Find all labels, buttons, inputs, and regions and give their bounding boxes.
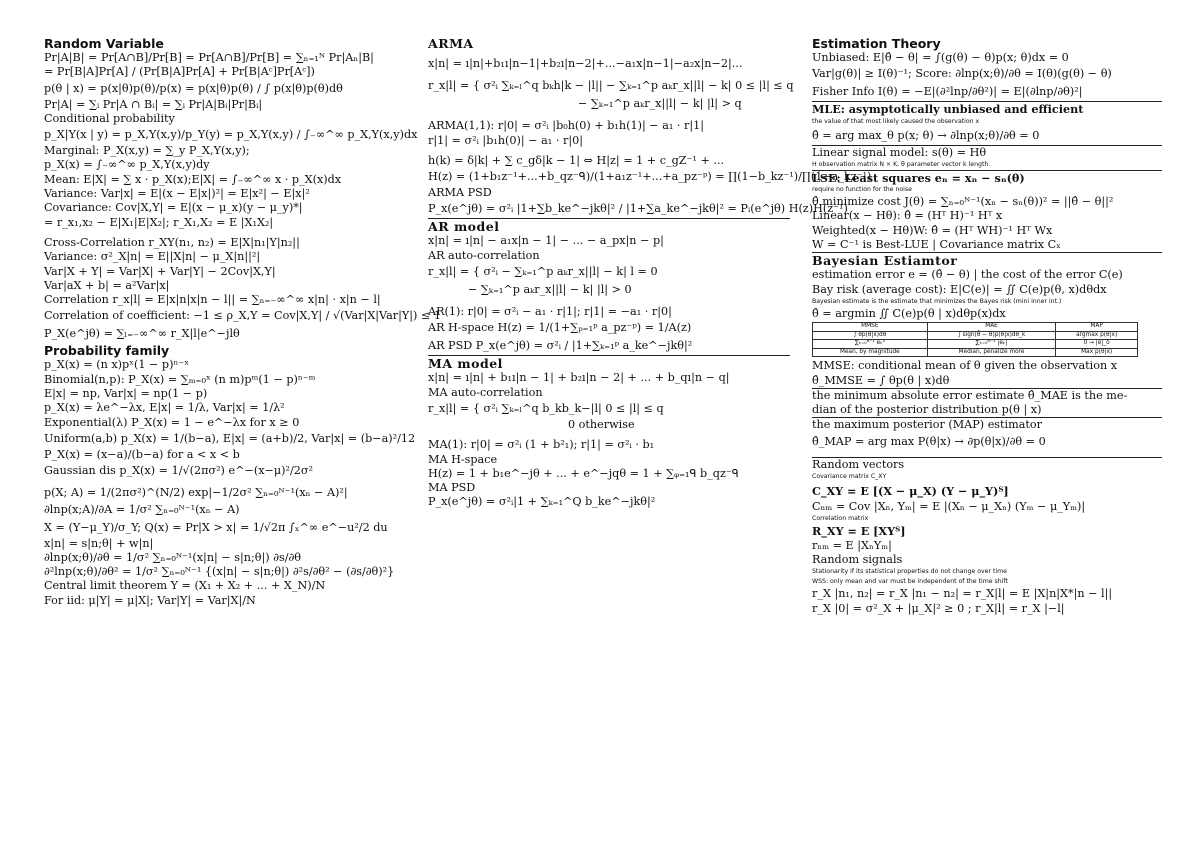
formula-arma11-r0: ARMA(1,1): r|0| = σ²ᵢ |b₀h(0) + b₁h(1)| − a₁ · r|1| bbox=[428, 119, 705, 133]
formula-psd: P_X(e^jθ) = ∑ₗ₌₋∞^∞ r_X|l|e^−jlθ bbox=[44, 327, 240, 341]
note-bayesian-estimate: Bayesian estimate is the estimate that minimizes the Bayes risk (mini inner int.) bbox=[812, 297, 1062, 305]
formula-crlb: Var|g(θ)| ≥ I(θ)⁻¹; Score: ∂lnp(x;θ)/∂θ = I(θ)(g(θ) − θ) bbox=[812, 67, 1112, 81]
table-cell: ∑ₖ₌₀ᴺ⁻¹ |eₖ| bbox=[927, 340, 1056, 349]
note-wss: WSS: only mean and var must be independent of the time shift bbox=[812, 578, 1008, 586]
formula-bayes-expanded: = Pr[B|A]Pr[A] / (Pr[B|A]Pr[A] + Pr[B|Aᶜ]Pr[Aᶜ]) bbox=[44, 65, 315, 79]
formula-likelihood: p(X; A) = 1/(2πσ²)^(N/2) exp|−1/2σ² ∑ₙ₌₀ᴺ⁻¹(xₙ − A)²| bbox=[44, 486, 348, 500]
formula-ma-hspace: H(z) = 1 + b₁e^−jθ + ... + e^−jqθ = 1 + ∑ᵩ₌₁ᑫ b_qz⁻ᑫ bbox=[428, 466, 739, 480]
formula-arma11-r1: r|1| = σ²ᵢ |b₁h(0)| − a₁ · r|0| bbox=[428, 133, 583, 147]
formula-uniform-pdf: Uniform(a,b) p_X(x) = 1/(b−a), E|x| = (a+b)/2, Var|x| = (b−a)²/12 bbox=[44, 431, 416, 445]
formula-mean: Mean: E|X| = ∑ x · p_X(x);E|X| = ∫₋∞^∞ x · p_X(x)dx bbox=[44, 172, 342, 186]
table-row bbox=[813, 331, 1138, 340]
section-title-random-variable: Random Variable bbox=[44, 36, 164, 51]
formula-lse-linear: Linear(x − Hθ): θ̂ = (Hᵀ H)⁻¹ Hᵀ x bbox=[812, 209, 1003, 223]
formula-mmse: θ̂_MMSE = ∫ θp(θ | x)dθ bbox=[812, 373, 950, 387]
section-title-probability-family: Probability family bbox=[44, 343, 170, 359]
formula-ar-hspace: AR H-space H(z) = 1/(1+∑ₚ₌₁ᵖ a_pz⁻ᵖ) = 1/A(z) bbox=[428, 321, 692, 335]
formula-central-limit: Central limit theorem Y = (X₁ + X₂ + ... + X_N)/N bbox=[44, 579, 326, 593]
formula-bayes-argmin: θ̂ = argmin ∬ C(e)p(θ | x)dθp(x)dx bbox=[812, 306, 1006, 320]
note-covariance-matrix: Covariance matrix C_XY bbox=[812, 473, 887, 481]
formula-binomial-cdf: Binomial(n,p): P_X(x) = ∑ₘ₌₀ˣ (n m)pᵐ(1 − p)ⁿ⁻ᵐ bbox=[44, 372, 316, 386]
formula-gaussian: Gaussian dis p_X(x) = 1/√(2πσ²) e^−(x−μ)²/2σ² bbox=[44, 464, 314, 478]
label-conditional-probability: Conditional probability bbox=[44, 111, 175, 125]
text-map: the maximum posterior (MAP) estimator bbox=[812, 417, 1162, 432]
formula-arma-autocorr-2: − ∑ₖ₌₁^p aₖr_x||l| − k| |l| > q bbox=[578, 97, 742, 111]
table-header: MAP bbox=[1056, 323, 1138, 332]
formula-ar-autocorr-1: r_x|l| = { σ²ᵢ − ∑ₖ₌₁^p aₖr_x||l| − k| l = 0 bbox=[428, 265, 658, 279]
formula-bayes-risk: Bay risk (average cost): E|C(e)| = ∬ C(e)p(θ, x)dθdx bbox=[812, 282, 1107, 296]
formula-cross-correlation: Cross-Correlation r_XY(n₁, n₂) = E|X|n₁|Y|n₂|| bbox=[44, 235, 300, 249]
table-header: MAE bbox=[927, 323, 1056, 332]
formula-linear-signal: Linear signal model: s(θ) = Hθ bbox=[812, 145, 1162, 160]
formula-lse-weighted: Weighted(x − Hθ)W: θ̂ = (Hᵀ WH)⁻¹ Hᵀ Wx bbox=[812, 223, 1053, 237]
label-ar-autocorrelation: AR auto-correlation bbox=[428, 248, 540, 262]
estimator-comparison-table bbox=[812, 322, 1138, 357]
label-ma-psd: MA PSD bbox=[428, 481, 476, 495]
formula-signal-model: x|n| = s|n;θ| + w|n| bbox=[44, 536, 154, 550]
formula-ma1: MA(1): r|0| = σ²ᵢ (1 + b²₁); r|1| = σ²ᵢ · b₁ bbox=[428, 438, 655, 452]
table-cell: argmax p(θ|x) bbox=[1056, 331, 1138, 340]
label-ma-autocorrelation: MA auto-correlation bbox=[428, 385, 543, 399]
formula-ma-process: x|n| = ı|n| + b₁ı|n − 1| + b₂ı|n − 2| + ... + b_qı|n − q| bbox=[428, 371, 730, 385]
formula-ar1: AR(1): r|0| = σ²ᵢ − a₁ · r|1|; r|1| = −a₁ · r|0| bbox=[428, 305, 672, 319]
column-probability bbox=[44, 36, 442, 608]
label-arma-psd: ARMA PSD bbox=[428, 186, 492, 200]
formula-ar-psd: AR PSD P_x(e^jθ) = σ²ᵢ / |1+∑ₖ₌₁ᵖ a_ke^−jkθ|² bbox=[428, 339, 693, 353]
formula-exponential-cdf: Exponential(λ) P_X(x) = 1 − e^−λx for x ≥ 0 bbox=[44, 415, 300, 429]
formula-binomial-pmf: p_X(x) = (n x)pˣ(1 − p)ⁿ⁻ˣ bbox=[44, 358, 189, 372]
table-row bbox=[813, 340, 1138, 349]
formula-autocorrelation: Correlation r_x|l| = E|x|n|x|n − l|| = ∑ₙ₌₋∞^∞ x|n| · x|n − l| bbox=[44, 293, 381, 307]
formula-variance-process: Variance: σ²_X|n| = E||X|n| − μ_X|n||²| bbox=[44, 250, 261, 264]
section-title-ar-model: AR model bbox=[428, 218, 790, 234]
heading-lse: LSE: Least squares eₙ = xₙ − sₙ(θ) bbox=[812, 170, 1162, 185]
note-lse: require no function for the noise bbox=[812, 186, 912, 194]
formula-mle: θ̂ = arg max_θ p(x; θ) → ∂lnp(x;θ)/∂θ = 0 bbox=[812, 128, 1040, 142]
table-header: MMSE bbox=[813, 323, 928, 332]
formula-correlation-matrix: R_XY = E [XYᵀ] bbox=[812, 524, 906, 539]
formula-variance-linear: Var|aX + b| = a²Var|x| bbox=[44, 278, 170, 292]
formula-ma-autocorr-2: 0 otherwise bbox=[568, 417, 635, 431]
formula-score-a: ∂lnp(x;A)/∂A = 1/σ² ∑ₙ₌₀ᴺ⁻¹(xₙ − A) bbox=[44, 502, 240, 516]
formula-arma-autocorr-1: r_x|l| = { σ²ᵢ ∑ₖ₌ₗ^q bₖh|k − |l|| − ∑ₖ₌₁^p aₖr_x||l| − k| 0 ≤ |l| ≤ q bbox=[428, 79, 794, 93]
note-observation-matrix: H observation matrix N × K, θ parameter vector k length. bbox=[812, 160, 991, 168]
table-cell: ∫ θp(θ|x)dθ bbox=[813, 331, 928, 340]
formula-score-theta: ∂lnp(x;θ)/∂θ = 1/σ² ∑ₙ₌₀ᴺ⁻¹(x|n| − s|n;θ|) ∂s/∂θ bbox=[44, 550, 302, 564]
formula-binomial-moments: E|x| = np, Var|x| = np(1 − p) bbox=[44, 387, 208, 401]
formula-uniform-cdf: P_X(x) = (x−a)/(b−a) for a < x < b bbox=[44, 447, 240, 461]
formula-mmse-desc: MMSE: conditional mean of θ given the observation x bbox=[812, 359, 1118, 373]
section-title-estimation-theory: Estimation Theory bbox=[812, 36, 941, 51]
formula-covariance-matrix: C_XY = E [(X − μ_X) (Y − μ_Y)ᵀ] bbox=[812, 484, 1009, 499]
formula-covariance: Covariance: Cov|X,Y| = E|(x − μ_x)(y − μ_y)*| bbox=[44, 201, 303, 215]
note-stationarity: Stationarity if its statistical properties do not change over time bbox=[812, 568, 1007, 576]
heading-mle: MLE: asymptotically unbiased and efficient bbox=[812, 101, 1162, 116]
section-title-ma-model: MA model bbox=[428, 355, 790, 371]
formula-variance: Variance: Var|x| = E|(x − E|x|)²| = E|x²| − E|x|² bbox=[44, 187, 310, 201]
table-cell: Median, penalize more bbox=[927, 348, 1056, 357]
note-correlation-matrix: Correlation matrix bbox=[812, 515, 869, 523]
formula-variance-sum: Var|X + Y| = Var|X| + Var|Y| − 2Cov|X,Y| bbox=[44, 264, 276, 278]
formula-rnm: rₙₘ = E |XₙYₘ| bbox=[812, 538, 892, 552]
formula-wss-r0: r_X |0| = σ²_X + |μ_X|² ≥ 0 ; r_X|l| = r_X |−l| bbox=[812, 601, 1065, 615]
formula-marginal-integral: p_X(x) = ∫₋∞^∞ p_X,Y(x,y)dy bbox=[44, 158, 210, 172]
table-cell: ∑ₖ₌₀ᴺ⁻¹ eₖ² bbox=[813, 340, 928, 349]
table-cell: Mean, by magnitude bbox=[813, 348, 928, 357]
formula-transfer-function: H(z) = (1+b₁z⁻¹+...+b_qz⁻ᑫ)/(1+a₁z⁻¹+...+a_pz⁻ᵖ) = ∏(1−b_kz⁻¹)/∏(1−a_kz⁻¹) bbox=[428, 170, 872, 184]
formula-impulse-response: h(k) = δ|k| + ∑ c_gδ|k − 1| ⇔ H|z| = 1 + c_gZ⁻¹ + ... bbox=[428, 153, 725, 167]
formula-ar-process: x|n| = ı|n| − a₁x|n − 1| − ... − a_px|n − p| bbox=[428, 234, 664, 248]
text-mae-2: dian of the posterior distribution p(θ | x) bbox=[812, 403, 1042, 417]
formula-iid: For iid: μ|Y| = μ|X|; Var|Y| = Var|X|/N bbox=[44, 593, 256, 607]
column-estimation bbox=[812, 36, 1162, 616]
note-mle: the value of that most likely caused the observation x bbox=[812, 117, 980, 125]
section-title-arma: ARMA bbox=[428, 36, 474, 51]
formula-fisher-info: Fisher Info I(θ) = −E|(∂²lnp/∂θ²)| = E|(∂lnp/∂θ)²| bbox=[812, 85, 1083, 99]
formula-blue: W = C⁻¹ is Best-LUE | Covariance matrix Cₓ bbox=[812, 238, 1061, 252]
formula-marginal: Marginal: P_X(x,y) = ∑_y P_X,Y(x,y); bbox=[44, 144, 250, 158]
table-cell: 0 → |e|_δ bbox=[1056, 340, 1138, 349]
formula-ma-psd: P_x(e^jθ) = σ²ᵢ|1 + ∑ₖ₌₁^Q b_ke^−jkθ|² bbox=[428, 495, 656, 509]
table-cell: Max p(θ|x) bbox=[1056, 348, 1138, 357]
formula-lse-cost: θ̂ minimize cost J(θ) = ∑ₙ₌₀ᴺ⁻¹(xₙ − sₙ(θ))² = ||θ̂ − θ||² bbox=[812, 195, 1114, 209]
section-title-random-vectors: Random vectors bbox=[812, 457, 1162, 472]
formula-posterior: p(θ | x) = p(x|θ)p(θ)/p(x) = p(x|θ)p(θ) / ∫ p(x|θ)p(θ)dθ bbox=[44, 81, 343, 95]
formula-exponential-pdf: p_X(x) = λe^−λx, E|x| = 1/λ, Var|x| = 1/λ² bbox=[44, 401, 285, 415]
section-title-bayesian: Bayesian Estiamtor bbox=[812, 252, 1162, 268]
formula-second-derivative: ∂²lnp(x;θ)/∂θ² = 1/σ² ∑ₙ₌₀ᴺ⁻¹ {(x|n| − s|n;θ|) ∂²s/∂θ² − (∂s/∂θ)²} bbox=[44, 565, 395, 579]
formula-wss-autocorr: r_X |n₁, n₂| = r_X |n₁ − n₂| = r_X|l| = E |X|n|X*|n − l|| bbox=[812, 587, 1113, 601]
formula-ma-autocorr-1: r_x|l| = { σ²ᵢ ∑ₖ₌ₗ^q b_kb_k−|l| 0 ≤ |l| ≤ q bbox=[428, 401, 664, 415]
formula-cnm: Cₙₘ = Cov |Xₙ, Yₘ| = E |(Xₙ − μ_Xₙ) (Yₘ − μ_Yₘ)| bbox=[812, 500, 1086, 514]
formula-conditional-pdf: p_X|Y(x | y) = p_X,Y(x,y)/p_Y(y) = p_X,Y(x,y) / ∫₋∞^∞ p_X,Y(x,y)dx bbox=[44, 128, 418, 142]
table-cell: ∫ sign(θ̂ − θ)p(θ|x)dθ_k bbox=[927, 331, 1056, 340]
formula-unbiased: Unbiased: E|θ̂ − θ| = ∫(g(θ) − θ)p(x; θ)dx = 0 bbox=[812, 51, 1069, 64]
label-ma-hspace: MA H-space bbox=[428, 452, 498, 466]
table-row bbox=[813, 348, 1138, 357]
formula-covariance-2: = r_x₁,x₂ − E|X₁|E|X₂|; r_X₁,X₂ = E |X₁X₂| bbox=[44, 215, 274, 229]
formula-total-probability: Pr|A| = ∑ᵢ Pr|A ∩ Bᵢ| = ∑ᵢ Pr|A|Bᵢ|Pr|Bᵢ| bbox=[44, 97, 263, 111]
formula-ar-autocorr-2: − ∑ₖ₌₁^p aₖr_x||l| − k| |l| > 0 bbox=[468, 283, 632, 297]
formula-arma-process: x|n| = ı|n|+b₁ı|n−1|+b₂ı|n−2|+...−a₁x|n−1|−a₂x|n−2|... bbox=[428, 57, 743, 70]
text-mae-1: the minimum absolute error estimate θ̂_MAE is the me- bbox=[812, 388, 1162, 403]
formula-estimation-error: estimation error e = (θ̂ − θ) | the cost of the error C(e) bbox=[812, 268, 1123, 282]
formula-q-function: X = (Y−μ_Y)/σ_Y; Q(x) = Pr|X > x| = 1/√2π ∫ₓ^∞ e^−u²/2 du bbox=[44, 520, 388, 534]
formula-map: θ̂_MAP = arg max P(θ|x) → ∂p(θ|x)/∂θ = 0 bbox=[812, 434, 1046, 448]
formula-bayes: Pr|A|B| = Pr[A∩B]/Pr[B] = Pr[A∩B]/Pr[B] = ∑ₙ₌₁ᴺ Pr|Aₙ|B| bbox=[44, 51, 374, 64]
formula-correlation-coefficient: Correlation of coefficient: −1 ≤ ρ_X,Y = Cov|X,Y| / √(Var|X|Var|Y|) ≤ 1 bbox=[44, 309, 442, 323]
section-title-random-signals: Random signals bbox=[812, 552, 903, 566]
formula-arma-psd: P_x(e^jθ) = σ²ᵢ |1+∑b_ke^−jkθ|² / |1+∑a_ke^−jkθ|² = Pᵢ(e^jθ) H(z)H(z⁻¹) bbox=[428, 202, 848, 216]
